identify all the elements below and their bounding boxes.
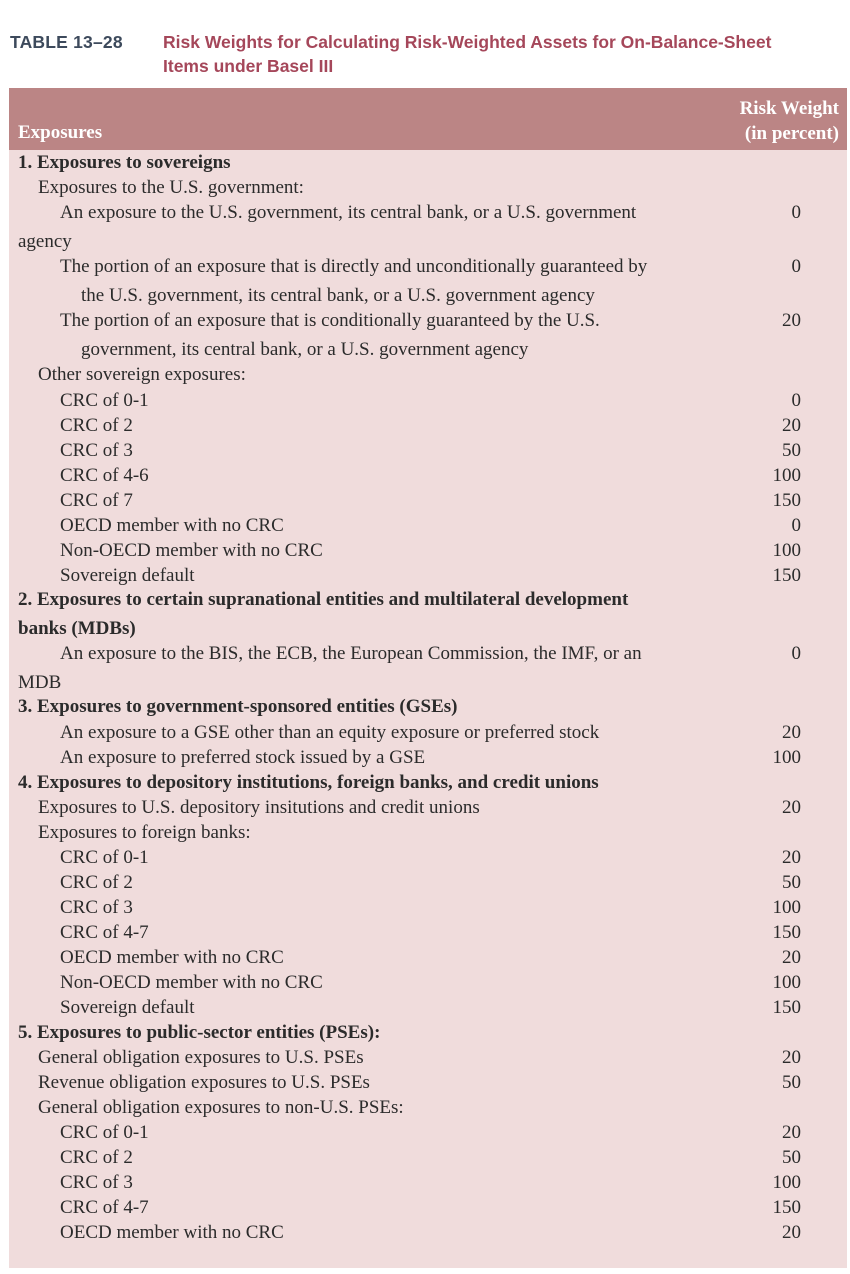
risk-weight-value: 50 xyxy=(782,872,801,893)
section-heading: banks (MDBs) xyxy=(18,618,136,639)
exposure-label: CRC of 4-7 xyxy=(60,922,149,943)
section-heading: 2. Exposures to certain supranational entities and multilateral development xyxy=(18,589,629,610)
exposure-label: General obligation exposures to U.S. PSEs xyxy=(38,1047,364,1068)
exposure-label: CRC of 2 xyxy=(60,415,133,436)
exposure-label: CRC of 2 xyxy=(60,872,133,893)
table-title-line: Items under Basel III xyxy=(163,56,334,76)
table-title xyxy=(163,30,850,78)
exposure-label: the U.S. government, its central bank, or a U.S. government agency xyxy=(81,285,595,306)
exposure-label: Sovereign default xyxy=(60,997,195,1018)
exposure-label: CRC of 2 xyxy=(60,1147,133,1168)
risk-weight-value: 50 xyxy=(782,440,801,461)
risk-weight-value: 100 xyxy=(772,972,801,993)
exposure-label: Other sovereign exposures: xyxy=(38,364,246,385)
risk-weight-value: 20 xyxy=(782,947,801,968)
exposure-label: Revenue obligation exposures to U.S. PSEs xyxy=(38,1072,370,1093)
exposure-label: Non-OECD member with no CRC xyxy=(60,972,323,993)
header-risk-weight-line: (in percent) xyxy=(744,123,839,144)
exposure-label: An exposure to the U.S. government, its central bank, or a U.S. government xyxy=(60,202,637,223)
risk-weight-value: 100 xyxy=(772,1172,801,1193)
header-risk-weight xyxy=(740,96,839,146)
exposure-label: CRC of 0-1 xyxy=(60,1122,149,1143)
exposure-label: An exposure to a GSE other than an equity exposure or preferred stock xyxy=(60,722,600,743)
exposure-label: CRC of 4-7 xyxy=(60,1197,149,1218)
section-heading: 4. Exposures to depository institutions, foreign banks, and credit unions xyxy=(18,772,599,793)
header-exposures: Exposures xyxy=(18,122,103,143)
table-title-line: Risk Weights for Calculating Risk-Weighted Assets for On-Balance-Sheet xyxy=(163,32,772,52)
header-risk-weight-line: Risk Weight xyxy=(739,98,839,119)
exposure-label: OECD member with no CRC xyxy=(60,515,284,536)
exposure-label: An exposure to the BIS, the ECB, the European Commission, the IMF, or an xyxy=(60,643,642,664)
exposure-label: Exposures to U.S. depository insitutions and credit unions xyxy=(38,797,480,818)
risk-weight-value: 100 xyxy=(772,897,801,918)
exposure-label: The portion of an exposure that is directly and unconditionally guaranteed by xyxy=(60,256,648,277)
risk-weight-value: 0 xyxy=(791,256,801,277)
risk-weights-table xyxy=(9,88,847,1268)
risk-weight-value: 150 xyxy=(772,997,801,1018)
exposure-label: MDB xyxy=(18,672,62,693)
risk-weight-value: 100 xyxy=(772,747,801,768)
exposure-label: CRC of 7 xyxy=(60,490,133,511)
risk-weight-value: 0 xyxy=(791,515,801,536)
exposure-label: CRC of 3 xyxy=(60,897,133,918)
exposure-label: OECD member with no CRC xyxy=(60,947,284,968)
exposure-label: CRC of 3 xyxy=(60,1172,133,1193)
exposure-label: General obligation exposures to non-U.S. PSEs: xyxy=(38,1097,404,1118)
exposure-label: CRC of 0-1 xyxy=(60,390,149,411)
exposure-label: CRC of 0-1 xyxy=(60,847,149,868)
risk-weight-value: 50 xyxy=(782,1072,801,1093)
section-heading: 5. Exposures to public-sector entities (PSEs): xyxy=(18,1022,381,1043)
risk-weight-value: 150 xyxy=(772,922,801,943)
risk-weight-value: 100 xyxy=(772,465,801,486)
risk-weight-value: 20 xyxy=(782,797,801,818)
exposure-label: OECD member with no CRC xyxy=(60,1222,284,1243)
exposure-label: government, its central bank, or a U.S. government agency xyxy=(81,339,529,360)
risk-weight-value: 150 xyxy=(772,1197,801,1218)
risk-weight-value: 20 xyxy=(782,847,801,868)
exposure-label: Exposures to the U.S. government: xyxy=(38,177,304,198)
risk-weight-value: 0 xyxy=(791,390,801,411)
risk-weight-value: 100 xyxy=(772,540,801,561)
risk-weight-value: 20 xyxy=(782,1047,801,1068)
table-number: TABLE 13–28 xyxy=(10,32,123,52)
risk-weight-value: 50 xyxy=(782,1147,801,1168)
exposure-label: agency xyxy=(18,231,72,252)
risk-weight-value: 150 xyxy=(772,565,801,586)
exposure-label: Non-OECD member with no CRC xyxy=(60,540,323,561)
exposure-label: CRC of 4-6 xyxy=(60,465,149,486)
section-heading: 3. Exposures to government-sponsored entities (GSEs) xyxy=(18,696,458,717)
exposure-label: An exposure to preferred stock issued by a GSE xyxy=(60,747,426,768)
exposure-label: Exposures to foreign banks: xyxy=(38,822,251,843)
exposure-label: CRC of 3 xyxy=(60,440,133,461)
risk-weight-value: 20 xyxy=(782,1122,801,1143)
exposure-label: Sovereign default xyxy=(60,565,195,586)
risk-weight-value: 0 xyxy=(791,202,801,223)
section-heading: 1. Exposures to sovereigns xyxy=(18,152,231,173)
risk-weight-value: 150 xyxy=(772,490,801,511)
table-header xyxy=(9,88,847,150)
risk-weight-value: 0 xyxy=(791,643,801,664)
risk-weight-value: 20 xyxy=(782,1222,801,1243)
risk-weight-value: 20 xyxy=(782,722,801,743)
exposure-label: The portion of an exposure that is conditionally guaranteed by the U.S. xyxy=(60,310,600,331)
risk-weight-value: 20 xyxy=(782,310,801,331)
risk-weight-value: 20 xyxy=(782,415,801,436)
